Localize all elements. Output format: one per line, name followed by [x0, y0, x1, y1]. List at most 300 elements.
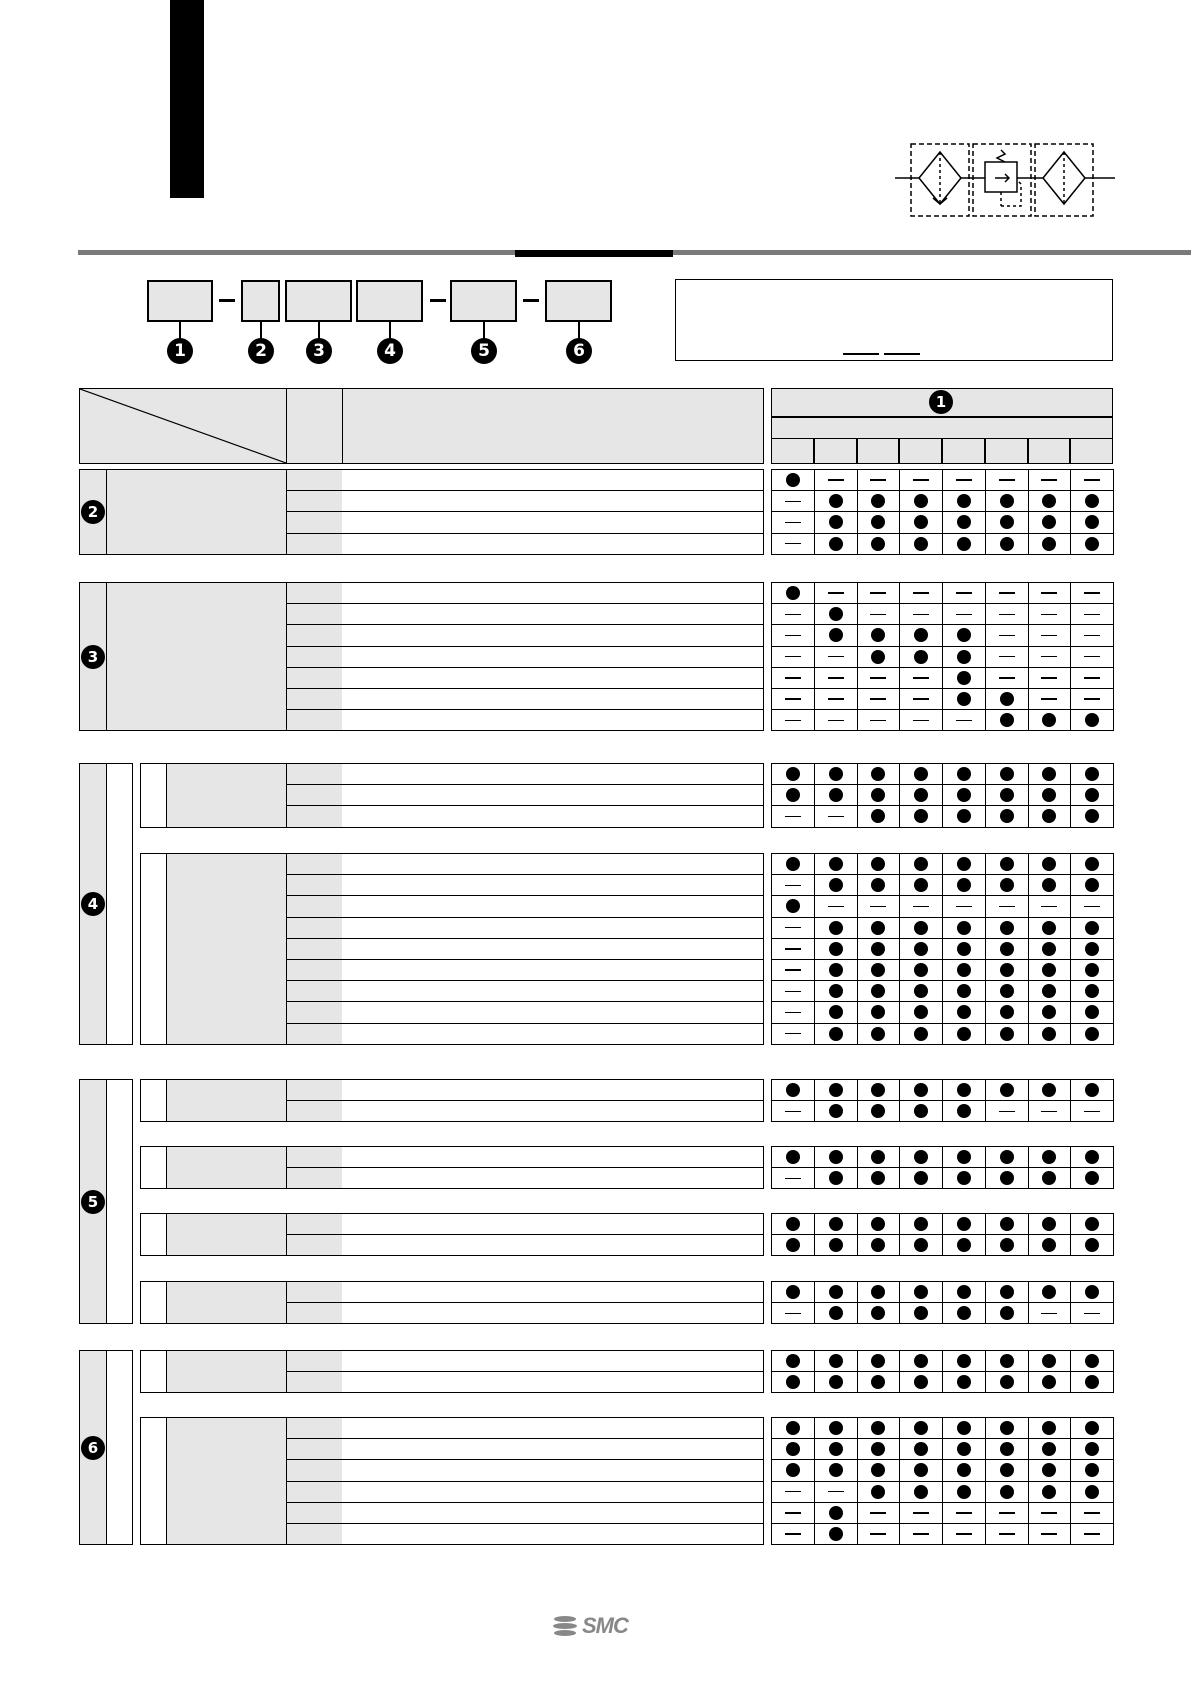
- option-code-cell: [286, 1502, 344, 1524]
- availability-dot: [1085, 809, 1099, 823]
- not-available-dash: [828, 479, 844, 481]
- availability-dot: [957, 963, 971, 977]
- matrix-cell: [1028, 1146, 1072, 1168]
- matrix-cell: [1070, 1502, 1114, 1524]
- matrix-column-head: [942, 438, 985, 464]
- availability-dot: [914, 494, 928, 508]
- sub-group-tab: [140, 1146, 168, 1189]
- availability-dot: [871, 1375, 885, 1389]
- section-tab: [170, 0, 204, 198]
- availability-dot: [786, 1238, 800, 1252]
- not-available-dash: [785, 1012, 801, 1014]
- table-row: [342, 895, 764, 917]
- sub-group-label: [166, 853, 288, 1045]
- availability-dot: [786, 1354, 800, 1368]
- matrix-cell: [1028, 763, 1072, 785]
- availability-dot: [829, 1104, 843, 1118]
- option-code-cell: [286, 1213, 344, 1235]
- matrix-cell: [857, 959, 901, 981]
- sub-group-label: [166, 1417, 288, 1545]
- not-available-dash: [1084, 698, 1100, 700]
- availability-dot: [871, 494, 885, 508]
- matrix-cell: [942, 511, 986, 533]
- matrix-cell: [1070, 853, 1114, 875]
- availability-dot: [1042, 713, 1056, 727]
- not-available-dash: [1084, 479, 1100, 481]
- availability-dot: [957, 628, 971, 642]
- sub-group-tab: [140, 1213, 168, 1256]
- availability-dot: [829, 628, 843, 642]
- not-available-dash: [1041, 698, 1057, 700]
- option-code-cell: [286, 980, 344, 1002]
- matrix-cell: [857, 1350, 901, 1372]
- availability-dot: [871, 1171, 885, 1185]
- availability-dot: [1000, 494, 1014, 508]
- matrix-cell: [814, 1523, 858, 1545]
- not-available-dash: [870, 906, 886, 908]
- matrix-cell: [814, 1023, 858, 1045]
- matrix-header-marker: 1: [929, 390, 953, 414]
- table-row: [342, 511, 764, 533]
- matrix-cell: [985, 1302, 1029, 1324]
- availability-dot: [1000, 1421, 1014, 1435]
- matrix-cell: [1028, 1371, 1072, 1393]
- matrix-cell: [814, 688, 858, 710]
- availability-dot: [957, 494, 971, 508]
- matrix-cell: [942, 646, 986, 668]
- availability-dot: [871, 1442, 885, 1456]
- matrix-cell: [771, 1417, 815, 1439]
- matrix-cell: [899, 938, 943, 960]
- matrix-cell: [942, 853, 986, 875]
- matrix-cell: [771, 1481, 815, 1503]
- matrix-cell: [771, 895, 815, 917]
- matrix-cell: [857, 874, 901, 896]
- availability-dot: [1000, 537, 1014, 551]
- matrix-cell: [857, 1001, 901, 1023]
- not-available-dash: [785, 1033, 801, 1035]
- matrix-cell: [771, 1213, 815, 1235]
- not-available-dash: [1041, 1111, 1057, 1113]
- matrix-cell: [814, 980, 858, 1002]
- matrix-cell: [1028, 490, 1072, 512]
- availability-dot: [871, 963, 885, 977]
- availability-dot: [871, 537, 885, 551]
- availability-dot: [1085, 1027, 1099, 1041]
- not-available-dash: [785, 927, 801, 929]
- availability-dot: [1085, 1150, 1099, 1164]
- table-row: [342, 1481, 764, 1503]
- table-row: [342, 1281, 764, 1303]
- matrix-cell: [771, 1371, 815, 1393]
- not-available-dash: [785, 991, 801, 993]
- availability-dot: [829, 1506, 843, 1520]
- matrix-cell: [771, 980, 815, 1002]
- availability-dot: [1000, 767, 1014, 781]
- not-available-dash: [913, 1533, 929, 1535]
- matrix-cell: [771, 1350, 815, 1372]
- matrix-cell: [985, 1523, 1029, 1545]
- option-code-cell: [286, 1167, 344, 1189]
- availability-dot: [829, 1285, 843, 1299]
- not-available-dash: [956, 906, 972, 908]
- matrix-cell: [899, 874, 943, 896]
- availability-dot: [1085, 878, 1099, 892]
- matrix-cell: [899, 511, 943, 533]
- not-available-dash: [785, 543, 801, 545]
- availability-dot: [786, 857, 800, 871]
- availability-dot: [871, 857, 885, 871]
- matrix-cell: [771, 805, 815, 827]
- availability-dot: [829, 1463, 843, 1477]
- availability-dot: [871, 809, 885, 823]
- matrix-cell: [1070, 688, 1114, 710]
- availability-dot: [1000, 1083, 1014, 1097]
- matrix-cell: [942, 874, 986, 896]
- matrix-cell: [1028, 469, 1072, 491]
- not-available-dash: [1084, 677, 1100, 679]
- availability-dot: [1085, 713, 1099, 727]
- matrix-cell: [1028, 938, 1072, 960]
- option-code-cell: [286, 805, 344, 827]
- availability-dot: [1085, 921, 1099, 935]
- matrix-cell: [1028, 1167, 1072, 1189]
- matrix-cell: [985, 1100, 1029, 1122]
- option-code-cell: [286, 895, 344, 917]
- matrix-cell: [1028, 1502, 1072, 1524]
- matrix-cell: [1070, 1523, 1114, 1545]
- matrix-cell: [857, 1146, 901, 1168]
- matrix-cell: [771, 469, 815, 491]
- matrix-cell: [814, 917, 858, 939]
- matrix-cell: [1028, 646, 1072, 668]
- availability-dot: [1042, 1150, 1056, 1164]
- availability-dot: [1042, 1027, 1056, 1041]
- availability-dot: [871, 1354, 885, 1368]
- option-code-cell: [286, 1146, 344, 1168]
- availability-dot: [1042, 1354, 1056, 1368]
- matrix-cell: [899, 688, 943, 710]
- not-available-dash: [1084, 635, 1100, 637]
- table-header-symbol: [286, 388, 344, 464]
- matrix-cell: [1070, 603, 1114, 625]
- header-rule-highlight: [515, 250, 673, 257]
- matrix-cell: [1028, 1481, 1072, 1503]
- matrix-cell: [1070, 784, 1114, 806]
- matrix-cell: [899, 1417, 943, 1439]
- matrix-cell: [814, 959, 858, 981]
- matrix-cell: [899, 1459, 943, 1481]
- matrix-cell: [985, 1213, 1029, 1235]
- not-available-dash: [1084, 906, 1100, 908]
- sub-group-label: [166, 763, 288, 828]
- availability-dot: [914, 963, 928, 977]
- availability-dot: [1042, 788, 1056, 802]
- availability-dot: [1000, 1306, 1014, 1320]
- matrix-cell: [899, 1001, 943, 1023]
- step-marker-4: 4: [377, 338, 403, 364]
- table-row: [342, 1100, 764, 1122]
- not-available-dash: [1084, 656, 1100, 658]
- matrix-cell: [899, 1523, 943, 1545]
- matrix-cell: [899, 667, 943, 689]
- availability-dot: [1042, 984, 1056, 998]
- matrix-cell: [814, 1001, 858, 1023]
- availability-dot: [829, 1527, 843, 1541]
- matrix-cell: [1070, 959, 1114, 981]
- matrix-cell: [899, 1438, 943, 1460]
- matrix-cell: [857, 1213, 901, 1235]
- not-available-dash: [913, 614, 929, 616]
- availability-dot: [957, 984, 971, 998]
- matrix-cell: [942, 1350, 986, 1372]
- matrix-cell: [1028, 1302, 1072, 1324]
- matrix-cell: [1028, 667, 1072, 689]
- availability-dot: [829, 1027, 843, 1041]
- matrix-cell: [942, 709, 986, 731]
- matrix-cell: [857, 490, 901, 512]
- matrix-cell: [985, 1079, 1029, 1101]
- matrix-cell: [857, 624, 901, 646]
- group-category-cell: [106, 469, 288, 555]
- table-row: [342, 917, 764, 939]
- availability-dot: [871, 767, 885, 781]
- matrix-cell: [814, 1417, 858, 1439]
- matrix-cell: [985, 1167, 1029, 1189]
- step-marker-2: 2: [248, 338, 274, 364]
- availability-dot: [957, 809, 971, 823]
- matrix-cell: [1070, 1079, 1114, 1101]
- availability-dot: [1085, 984, 1099, 998]
- not-available-dash: [785, 1313, 801, 1315]
- matrix-cell: [814, 1302, 858, 1324]
- availability-dot: [1085, 1421, 1099, 1435]
- matrix-cell: [1028, 624, 1072, 646]
- availability-dot: [957, 942, 971, 956]
- matrix-cell: [985, 980, 1029, 1002]
- sub-group-label: [166, 1350, 288, 1393]
- matrix-cell: [857, 895, 901, 917]
- table-row: [342, 603, 764, 625]
- availability-dot: [1042, 515, 1056, 529]
- matrix-cell: [942, 1001, 986, 1023]
- option-code-cell: [286, 646, 344, 668]
- availability-dot: [914, 767, 928, 781]
- availability-dot: [957, 1285, 971, 1299]
- group-sub-column: [106, 1079, 133, 1324]
- matrix-cell: [942, 980, 986, 1002]
- availability-dot: [1000, 1027, 1014, 1041]
- matrix-cell: [857, 805, 901, 827]
- matrix-cell: [1070, 1371, 1114, 1393]
- matrix-cell: [985, 1234, 1029, 1256]
- availability-dot: [1000, 1354, 1014, 1368]
- availability-dot: [914, 650, 928, 664]
- table-row: [342, 1146, 764, 1168]
- not-available-dash: [1084, 1512, 1100, 1514]
- not-available-dash: [828, 816, 844, 818]
- not-available-dash: [1041, 656, 1057, 658]
- not-available-dash: [785, 816, 801, 818]
- matrix-cell: [1028, 1100, 1072, 1122]
- availability-dot: [1085, 1463, 1099, 1477]
- availability-dot: [829, 1306, 843, 1320]
- option-code-cell: [286, 1523, 344, 1545]
- sub-group-tab: [140, 1350, 168, 1393]
- matrix-cell: [771, 667, 815, 689]
- matrix-cell: [814, 1371, 858, 1393]
- sub-group-tab: [140, 1079, 168, 1122]
- availability-dot: [1042, 1083, 1056, 1097]
- matrix-cell: [814, 874, 858, 896]
- availability-dot: [914, 1171, 928, 1185]
- availability-dot: [829, 963, 843, 977]
- matrix-cell: [985, 490, 1029, 512]
- matrix-cell: [985, 709, 1029, 731]
- matrix-cell: [1028, 959, 1072, 981]
- availability-dot: [1042, 1442, 1056, 1456]
- matrix-cell: [771, 763, 815, 785]
- availability-dot: [1085, 1083, 1099, 1097]
- matrix-cell: [985, 511, 1029, 533]
- not-available-dash: [1084, 1313, 1100, 1315]
- matrix-cell: [942, 1438, 986, 1460]
- availability-dot: [829, 984, 843, 998]
- matrix-cell: [1070, 917, 1114, 939]
- matrix-cell: [771, 1438, 815, 1460]
- not-available-dash: [870, 1512, 886, 1514]
- matrix-cell: [857, 1079, 901, 1101]
- code-dash: [219, 299, 235, 302]
- matrix-cell: [771, 1167, 815, 1189]
- availability-dot: [1042, 1171, 1056, 1185]
- matrix-cell: [857, 709, 901, 731]
- matrix-cell: [857, 1523, 901, 1545]
- not-available-dash: [956, 1533, 972, 1535]
- availability-dot: [957, 1217, 971, 1231]
- matrix-cell: [857, 1023, 901, 1045]
- matrix-cell: [771, 709, 815, 731]
- table-row: [342, 490, 764, 512]
- matrix-cell: [942, 1281, 986, 1303]
- availability-dot: [957, 1463, 971, 1477]
- note-underline: [884, 353, 920, 355]
- matrix-cell: [857, 917, 901, 939]
- matrix-cell: [942, 1459, 986, 1481]
- matrix-cell: [1028, 853, 1072, 875]
- matrix-column-head: [771, 438, 814, 464]
- matrix-cell: [814, 1167, 858, 1189]
- availability-dot: [957, 921, 971, 935]
- matrix-cell: [1070, 1146, 1114, 1168]
- not-available-dash: [870, 720, 886, 722]
- availability-dot: [829, 515, 843, 529]
- matrix-cell: [771, 1302, 815, 1324]
- availability-dot: [871, 1083, 885, 1097]
- option-code-cell: [286, 603, 344, 625]
- not-available-dash: [956, 720, 972, 722]
- availability-dot: [914, 1150, 928, 1164]
- matrix-cell: [814, 533, 858, 555]
- matrix-cell: [942, 1302, 986, 1324]
- group-marker-5: 5: [81, 1190, 105, 1214]
- sub-group-label: [166, 1146, 288, 1189]
- not-available-dash: [999, 656, 1015, 658]
- availability-dot: [829, 1171, 843, 1185]
- availability-dot: [871, 878, 885, 892]
- option-code-cell: [286, 1281, 344, 1303]
- table-row: [342, 469, 764, 491]
- table-row: [342, 1371, 764, 1393]
- availability-dot: [957, 1150, 971, 1164]
- matrix-cell: [814, 603, 858, 625]
- option-code-cell: [286, 533, 344, 555]
- sub-group-label: [166, 1079, 288, 1122]
- table-row: [342, 667, 764, 689]
- availability-dot: [786, 1285, 800, 1299]
- matrix-cell: [899, 1079, 943, 1101]
- matrix-column-head: [985, 438, 1028, 464]
- matrix-cell: [771, 1079, 815, 1101]
- code-box-3: [285, 280, 352, 322]
- availability-dot: [957, 1083, 971, 1097]
- not-available-dash: [870, 1533, 886, 1535]
- matrix-cell: [1028, 511, 1072, 533]
- availability-dot: [1042, 767, 1056, 781]
- option-code-cell: [286, 1371, 344, 1393]
- matrix-cell: [942, 1167, 986, 1189]
- availability-dot: [829, 494, 843, 508]
- matrix-cell: [1070, 1281, 1114, 1303]
- table-row: [342, 959, 764, 981]
- option-code-cell: [286, 1438, 344, 1460]
- matrix-cell: [771, 624, 815, 646]
- matrix-cell: [985, 603, 1029, 625]
- matrix-cell: [771, 533, 815, 555]
- group-marker-2: 2: [81, 500, 105, 524]
- matrix-cell: [857, 469, 901, 491]
- not-available-dash: [870, 698, 886, 700]
- matrix-cell: [1070, 709, 1114, 731]
- matrix-cell: [1070, 1350, 1114, 1372]
- not-available-dash: [999, 479, 1015, 481]
- matrix-cell: [814, 1281, 858, 1303]
- availability-dot: [871, 628, 885, 642]
- not-available-dash: [785, 969, 801, 971]
- matrix-cell: [814, 469, 858, 491]
- availability-dot: [871, 1027, 885, 1041]
- availability-dot: [786, 899, 800, 913]
- matrix-cell: [942, 1371, 986, 1393]
- matrix-cell: [985, 959, 1029, 981]
- not-available-dash: [1084, 592, 1100, 594]
- matrix-cell: [985, 1417, 1029, 1439]
- step-marker-5: 5: [471, 338, 497, 364]
- matrix-cell: [814, 1213, 858, 1235]
- matrix-column-head: [1028, 438, 1071, 464]
- option-code-cell: [286, 1234, 344, 1256]
- matrix-cell: [771, 1523, 815, 1545]
- table-row: [342, 853, 764, 875]
- option-code-cell: [286, 959, 344, 981]
- availability-dot: [1085, 857, 1099, 871]
- availability-dot: [914, 1285, 928, 1299]
- table-row: [342, 1001, 764, 1023]
- matrix-cell: [857, 1281, 901, 1303]
- not-available-dash: [785, 948, 801, 950]
- matrix-cell: [1028, 895, 1072, 917]
- not-available-dash: [999, 592, 1015, 594]
